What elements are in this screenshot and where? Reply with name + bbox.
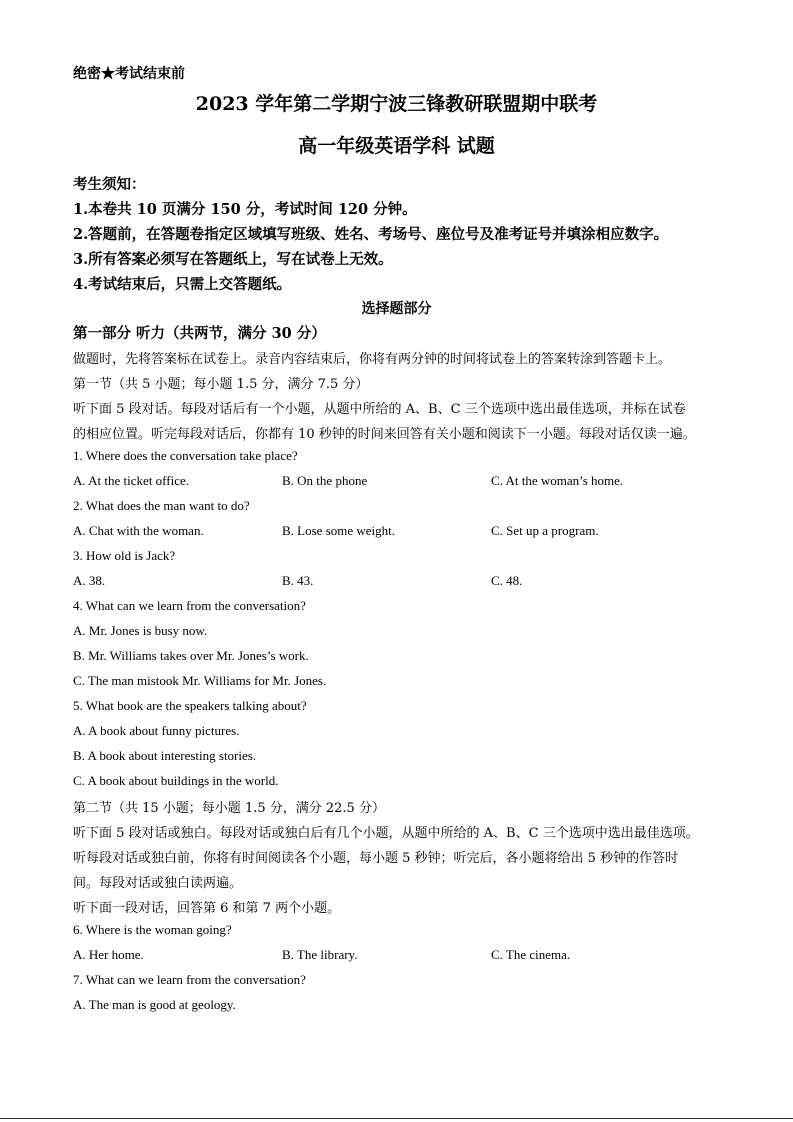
q1-option-c: C. At the woman’s home. (491, 473, 624, 488)
question-2: 2. What does the man want to do? (73, 498, 250, 513)
question-6: 6. Where is the woman going? (73, 922, 232, 937)
sec2-instruction: 间。每段对话或独白读两遍。 (73, 876, 243, 891)
notice-item: 4.考试结束后，只需上交答题纸。 (73, 276, 292, 293)
question-1: 1. Where does the conversation take place? (73, 448, 298, 463)
section-title: 选择题部分 (361, 301, 432, 317)
q5-option-a: A. A book about funny pictures. (73, 723, 240, 738)
notice-item: 3.所有答案必须写在答题纸上，写在试卷上无效。 (73, 251, 393, 268)
q5-option-c: C. A book about buildings in the world. (73, 773, 279, 788)
sec2-title: 第二节（共 15 小题；每小题 1.5 分，满分 22.5 分） (73, 801, 385, 816)
exam-subtitle: 高一年级英语学科 试题 (298, 135, 495, 157)
sec1-instruction: 听下面 5 段对话。每段对话后有一个小题，从题中所给的 A、B、C 三个选项中选出最佳选项，并标在试卷 (73, 402, 686, 417)
exam-title: 2023 学年第二学期宁波三锋教研联盟期中联考 (195, 93, 598, 115)
sec2-instruction: 听每段对话或独白前，你将有时间阅读各个小题，每小题 5 秒钟；听完后，各小题将给出 5 秒钟的作答时 (73, 851, 679, 866)
q6-option-a: A. Her home. (73, 947, 144, 962)
sec2-lead: 听下面一段对话，回答第 6 和第 7 两个小题。 (73, 901, 341, 916)
q1-option-a: A. At the ticket office. (73, 473, 190, 488)
q5-option-b: B. A book about interesting stories. (73, 748, 257, 763)
q4-option-a: A. Mr. Jones is busy now. (73, 623, 208, 638)
question-4: 4. What can we learn from the conversation? (73, 598, 306, 613)
q1-option-b: B. On the phone (282, 473, 368, 488)
notice-item: 2.答题前，在答题卷指定区域填写班级、姓名、考场号、座位号及准考证号并填涂相应数字。 (73, 226, 669, 243)
question-5: 5. What book are the speakers talking about? (73, 698, 307, 713)
q7-option-a: A. The man is good at geology. (73, 997, 236, 1012)
q3-option-a: A. 38. (73, 573, 106, 588)
q3-option-c: C. 48. (491, 573, 523, 588)
sec1-instruction: 的相应位置。听完每段对话后，你都有 10 秒钟的时间来回答有关小题和阅读下一小题。每段对话仅读一遍。 (73, 427, 696, 442)
q2-option-b: B. Lose some weight. (282, 523, 396, 538)
q4-option-b: B. Mr. Williams takes over Mr. Jones’s work. (73, 648, 309, 663)
q4-option-c: C. The man mistook Mr. Williams for Mr. Jones. (73, 673, 327, 688)
page-bottom-rule (0, 1118, 793, 1119)
question-3: 3. How old is Jack? (73, 548, 176, 563)
q6-option-c: C. The cinema. (491, 947, 571, 962)
notice-heading: 考生须知： (73, 176, 146, 193)
sec2-instruction: 听下面 5 段对话或独白。每段对话或独白后有几个小题，从题中所给的 A、B、C 三个选项中选出最佳选项。 (73, 826, 699, 841)
q2-option-a: A. Chat with the woman. (73, 523, 204, 538)
notice-item: 1.本卷共 10 页满分 150 分，考试时间 120 分钟。 (73, 201, 417, 218)
sec1-title: 第一节（共 5 小题；每小题 1.5 分，满分 7.5 分） (73, 377, 369, 392)
question-7: 7. What can we learn from the conversation? (73, 972, 306, 987)
q2-option-c: C. Set up a program. (491, 523, 599, 538)
part1-title: 第一部分 听力（共两节，满分 30 分） (73, 325, 326, 342)
part1-instruction: 做题时，先将答案标在试卷上。录音内容结束后，你将有两分钟的时间将试卷上的答案转涂到答题卡上。 (73, 352, 672, 367)
confidential-label: 绝密★考试结束前 (73, 66, 185, 82)
q6-option-b: B. The library. (282, 947, 358, 962)
q3-option-b: B. 43. (282, 573, 314, 588)
